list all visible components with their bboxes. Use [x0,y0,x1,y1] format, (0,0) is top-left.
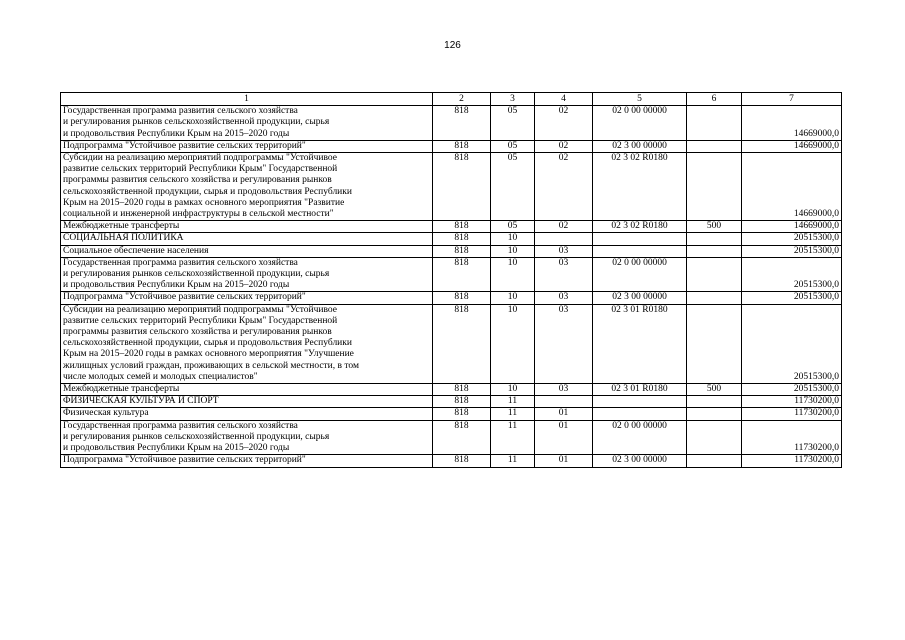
row-amount-cell: 14669000,0 [742,140,842,152]
row-amount-cell: 14669000,0 [742,153,842,221]
row-section-cell: 10 [491,245,535,257]
row-amount-cell: 11730200,0 [742,408,842,420]
header-cell: 1 [61,93,433,106]
row-name-cell: Подпрограмма "Устойчивое развитие сельских территорий" [61,292,433,304]
row-section-cell: 11 [491,396,535,408]
row-section-cell: 05 [491,106,535,141]
row-expense-type-cell [687,106,742,141]
row-name-cell: Субсидии на реализацию мероприятий подпрограммы "Устойчивое развитие сельских территорий Республики Крым" Государственной программы развития сельского хозяйства и регулирования рынков сельскохозяйственной продукции, сырья и продовольствия Республики Крым на 2015–2020 годы в рамках основного мероприятия "Развитие социальной и инженерной инфраструктуры в сельской местности" [61,153,433,221]
table-row [61,106,842,141]
row-name-cell: Социальное обеспечение населения [61,245,433,257]
header-cell: 2 [433,93,491,106]
row-subsection-cell: 02 [535,153,593,221]
table-row [61,257,842,292]
row-section-cell: 11 [491,455,535,467]
header-cell: 4 [535,93,593,106]
row-name-cell: Субсидии на реализацию мероприятий подпрограммы "Устойчивое развитие сельских территорий Республики Крым" Государственной программы развития сельского хозяйства и регулирования рынков сельскохозяйственной продукции, сырья и продовольствия Республики Крым на 2015–2020 годы в рамках основного мероприятия "Улучшение жилищных условий граждан, проживающих в сельской местности, в том числе молодых семей и молодых специалистов" [61,304,433,383]
table-row [61,455,842,467]
row-amount-cell: 14669000,0 [742,106,842,141]
row-name-cell: Подпрограмма "Устойчивое развитие сельских территорий" [61,140,433,152]
row-target-code-cell: 02 0 00 00000 [593,257,687,292]
row-section-cell: 05 [491,221,535,233]
row-section-cell: 10 [491,257,535,292]
row-expense-type-cell: 500 [687,384,742,396]
row-subsection-cell: 02 [535,140,593,152]
row-expense-type-cell [687,257,742,292]
row-section-cell: 10 [491,292,535,304]
row-amount-cell: 11730200,0 [742,396,842,408]
row-expense-type-cell [687,455,742,467]
row-expense-type-cell: 500 [687,221,742,233]
row-target-code-cell: 02 3 00 00000 [593,455,687,467]
row-grbs-cell: 818 [433,233,491,245]
table-row [61,292,842,304]
row-subsection-cell: 01 [535,408,593,420]
row-section-cell: 11 [491,408,535,420]
row-target-code-cell [593,233,687,245]
table-row [61,408,842,420]
row-target-code-cell [593,245,687,257]
row-section-cell: 10 [491,304,535,383]
row-amount-cell: 14669000,0 [742,221,842,233]
row-name-cell: Государственная программа развития сельского хозяйства и регулирования рынков сельскохозяйственной продукции, сырья и продовольствия Республики Крым на 2015–2020 годы [61,257,433,292]
row-target-code-cell: 02 3 01 R0180 [593,384,687,396]
row-amount-cell: 20515300,0 [742,304,842,383]
header-cell: 5 [593,93,687,106]
row-section-cell: 11 [491,420,535,455]
row-grbs-cell: 818 [433,304,491,383]
row-amount-cell: 20515300,0 [742,384,842,396]
row-expense-type-cell [687,396,742,408]
row-name-cell: Межбюджетные трансферты [61,221,433,233]
row-name-cell: Межбюджетные трансферты [61,384,433,396]
row-subsection-cell [535,233,593,245]
row-subsection-cell: 03 [535,257,593,292]
table-row [61,396,842,408]
row-grbs-cell: 818 [433,396,491,408]
row-grbs-cell: 818 [433,292,491,304]
row-subsection-cell: 01 [535,455,593,467]
header-cell: 6 [687,93,742,106]
table-row [61,304,842,383]
table-row [61,153,842,221]
row-section-cell: 05 [491,140,535,152]
row-amount-cell: 20515300,0 [742,233,842,245]
row-target-code-cell: 02 0 00 00000 [593,420,687,455]
row-expense-type-cell [687,153,742,221]
row-expense-type-cell [687,292,742,304]
row-target-code-cell: 02 0 00 00000 [593,106,687,141]
row-subsection-cell: 02 [535,221,593,233]
row-section-cell: 10 [491,384,535,396]
table-header-row [61,93,842,106]
row-target-code-cell: 02 3 02 R0180 [593,153,687,221]
table-row [61,245,842,257]
table-row [61,221,842,233]
row-expense-type-cell [687,233,742,245]
row-grbs-cell: 818 [433,420,491,455]
row-grbs-cell: 818 [433,106,491,141]
row-grbs-cell: 818 [433,140,491,152]
table-row [61,140,842,152]
row-expense-type-cell [687,408,742,420]
row-subsection-cell: 03 [535,384,593,396]
row-grbs-cell: 818 [433,455,491,467]
page-number: 126 [444,40,461,51]
row-target-code-cell [593,396,687,408]
table-row [61,420,842,455]
table-row [61,233,842,245]
row-subsection-cell [535,396,593,408]
row-subsection-cell: 03 [535,245,593,257]
row-name-cell: Физическая культура [61,408,433,420]
budget-table [60,92,842,468]
row-target-code-cell [593,408,687,420]
row-target-code-cell: 02 3 01 R0180 [593,304,687,383]
row-target-code-cell: 02 3 00 00000 [593,292,687,304]
row-amount-cell: 20515300,0 [742,245,842,257]
row-amount-cell: 20515300,0 [742,257,842,292]
row-amount-cell: 20515300,0 [742,292,842,304]
row-target-code-cell: 02 3 00 00000 [593,140,687,152]
row-subsection-cell: 01 [535,420,593,455]
row-subsection-cell: 03 [535,304,593,383]
row-name-cell: СОЦИАЛЬНАЯ ПОЛИТИКА [61,233,433,245]
row-name-cell: ФИЗИЧЕСКАЯ КУЛЬТУРА И СПОРТ [61,396,433,408]
row-subsection-cell: 03 [535,292,593,304]
table-row [61,384,842,396]
row-grbs-cell: 818 [433,221,491,233]
row-grbs-cell: 818 [433,257,491,292]
row-amount-cell: 11730200,0 [742,455,842,467]
row-expense-type-cell [687,245,742,257]
row-name-cell: Подпрограмма "Устойчивое развитие сельских территорий" [61,455,433,467]
row-grbs-cell: 818 [433,153,491,221]
header-cell: 7 [742,93,842,106]
row-grbs-cell: 818 [433,245,491,257]
row-name-cell: Государственная программа развития сельского хозяйства и регулирования рынков сельскохозяйственной продукции, сырья и продовольствия Республики Крым на 2015–2020 годы [61,420,433,455]
row-expense-type-cell [687,304,742,383]
row-section-cell: 05 [491,153,535,221]
row-subsection-cell: 02 [535,106,593,141]
row-grbs-cell: 818 [433,384,491,396]
row-expense-type-cell [687,140,742,152]
row-grbs-cell: 818 [433,408,491,420]
row-expense-type-cell [687,420,742,455]
header-cell: 3 [491,93,535,106]
row-name-cell: Государственная программа развития сельского хозяйства и регулирования рынков сельскохозяйственной продукции, сырья и продовольствия Республики Крым на 2015–2020 годы [61,106,433,141]
row-amount-cell: 11730200,0 [742,420,842,455]
row-target-code-cell: 02 3 02 R0180 [593,221,687,233]
row-section-cell: 10 [491,233,535,245]
